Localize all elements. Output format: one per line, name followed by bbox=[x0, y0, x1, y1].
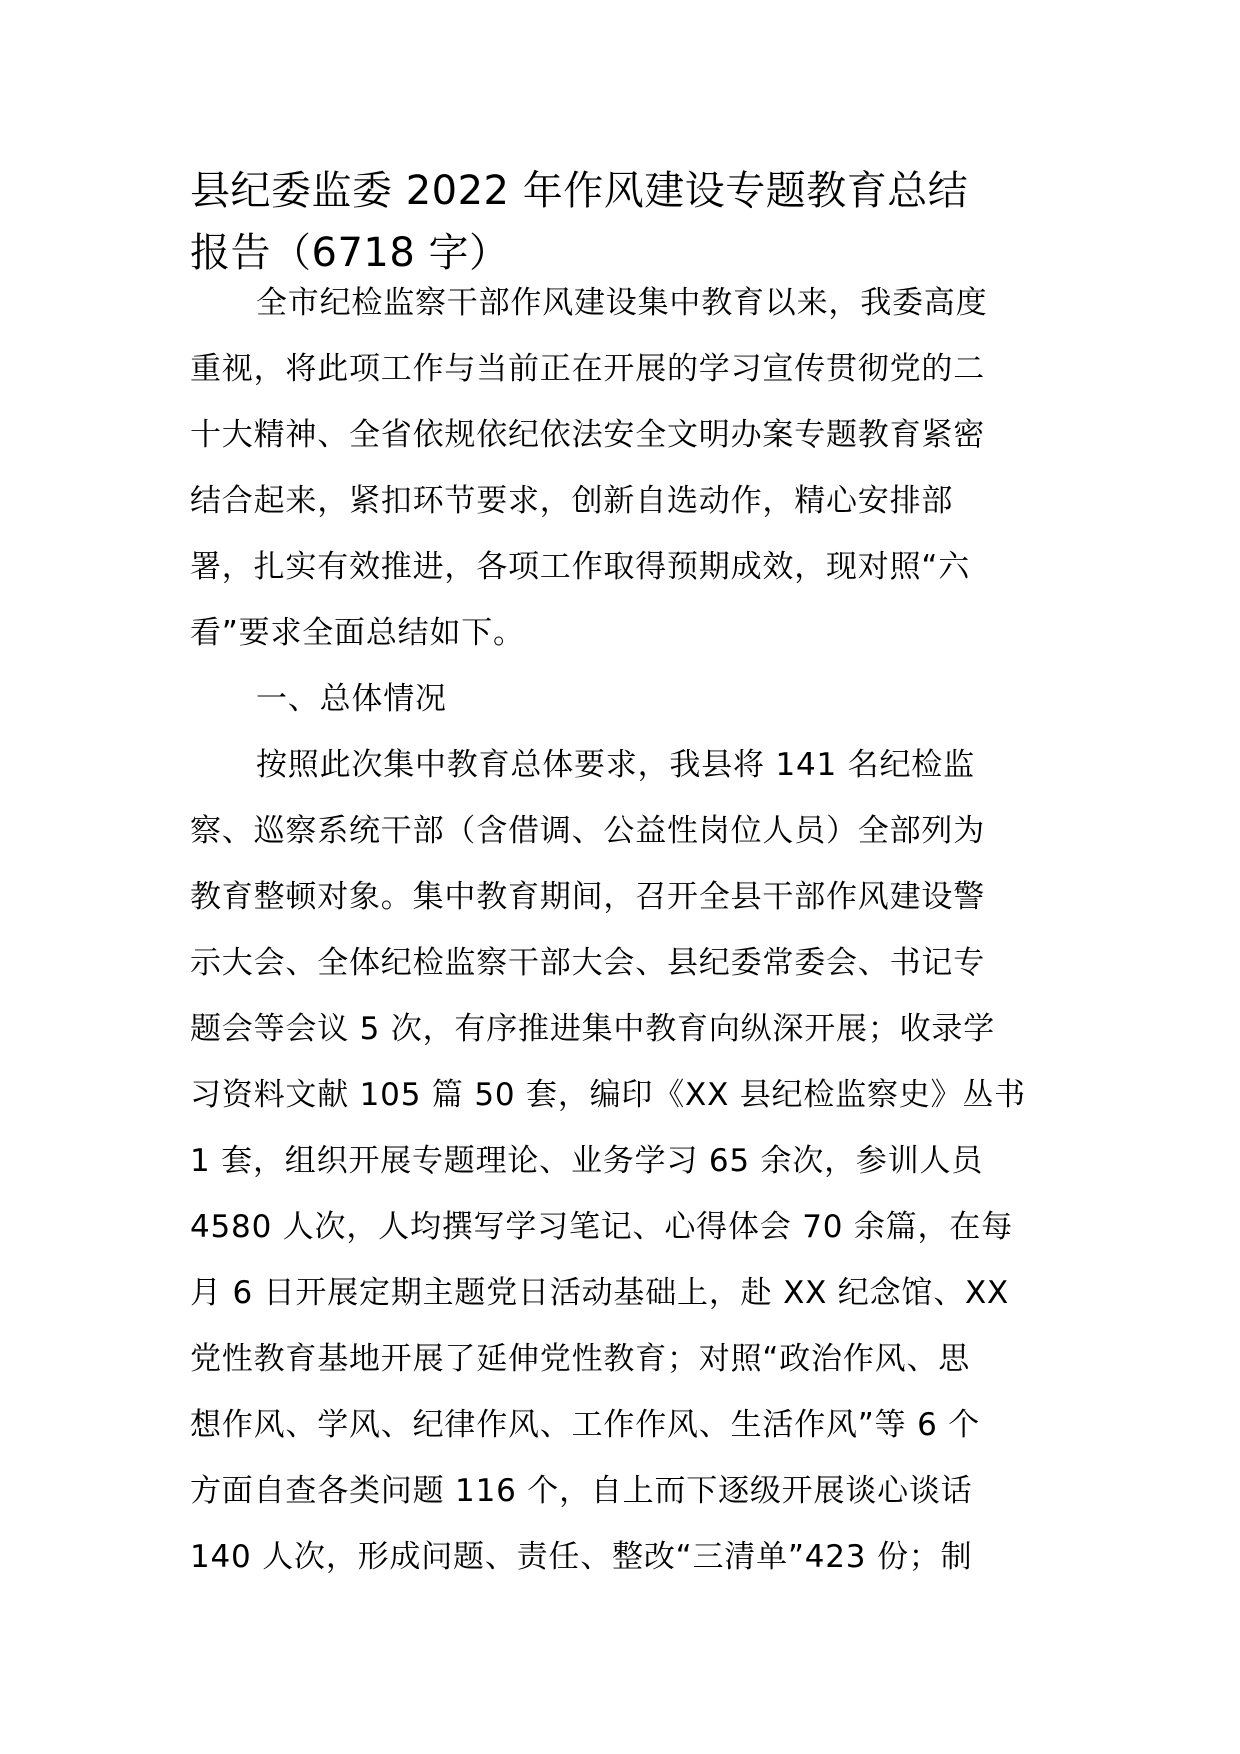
text-line: 月 6 日开展定期主题党日活动基础上，赴 XX 纪念馆、XX bbox=[190, 1275, 1010, 1311]
text-line: 1 套，组织开展专题理论、业务学习 65 余次，参训人员 bbox=[190, 1143, 984, 1179]
text-line: 看”要求全面总结如下。 bbox=[190, 615, 525, 651]
text-line: 全市纪检监察干部作风建设集中教育以来，我委高度 bbox=[256, 285, 988, 321]
text-line: 按照此次集中教育总体要求，我县将 141 名纪检监 bbox=[256, 747, 975, 783]
paragraph-intro bbox=[190, 270, 1070, 666]
text-line: 方面自查各类问题 116 个，自上而下逐级开展谈心谈话 bbox=[190, 1473, 973, 1509]
text-line: 140 人次，形成问题、责任、整改“三清单”423 份；制 bbox=[190, 1539, 973, 1575]
text-line: 结合起来，紧扣环节要求，创新自选动作，精心安排部 bbox=[190, 483, 954, 519]
text-line: 署，扎实有效推进，各项工作取得预期成效，现对照“六 bbox=[190, 549, 971, 585]
text-line: 4580 人次，人均撰写学习笔记、心得体会 70 余篇，在每 bbox=[190, 1209, 1013, 1245]
text-line: 题会等会议 5 次，有序推进集中教育向纵深开展；收录学 bbox=[190, 1011, 996, 1047]
title-line-1: 县纪委监委 2022 年作风建设专题教育总结 bbox=[190, 168, 969, 214]
text-line: 党性教育基地开展了延伸党性教育；对照“政治作风、思 bbox=[190, 1341, 971, 1377]
document-body bbox=[190, 270, 1070, 1590]
text-line: 十大精神、全省依规依纪依法安全文明办案专题教育紧密 bbox=[190, 417, 985, 453]
text-line: 想作风、学风、纪律作风、工作作风、生活作风”等 6 个 bbox=[190, 1407, 981, 1443]
text-line: 重视，将此项工作与当前正在开展的学习宣传贯彻党的二 bbox=[190, 351, 985, 387]
text-line: 示大会、全体纪检监察干部大会、县纪委常委会、书记专 bbox=[190, 945, 985, 981]
text-line: 察、巡察系统干部（含借调、公益性岗位人员）全部列为 bbox=[190, 813, 985, 849]
title-line-2: 报告（6718 字） bbox=[190, 230, 510, 276]
section-heading bbox=[190, 666, 1070, 732]
paragraph-overview bbox=[190, 732, 1070, 1590]
heading-line: 一、总体情况 bbox=[256, 681, 447, 717]
text-line: 教育整顿对象。集中教育期间，召开全县干部作风建设警 bbox=[190, 879, 985, 915]
text-line: 习资料文献 105 篇 50 套，编印《XX 县纪检监察史》丛书 bbox=[190, 1077, 1026, 1113]
document-title bbox=[190, 160, 1070, 284]
